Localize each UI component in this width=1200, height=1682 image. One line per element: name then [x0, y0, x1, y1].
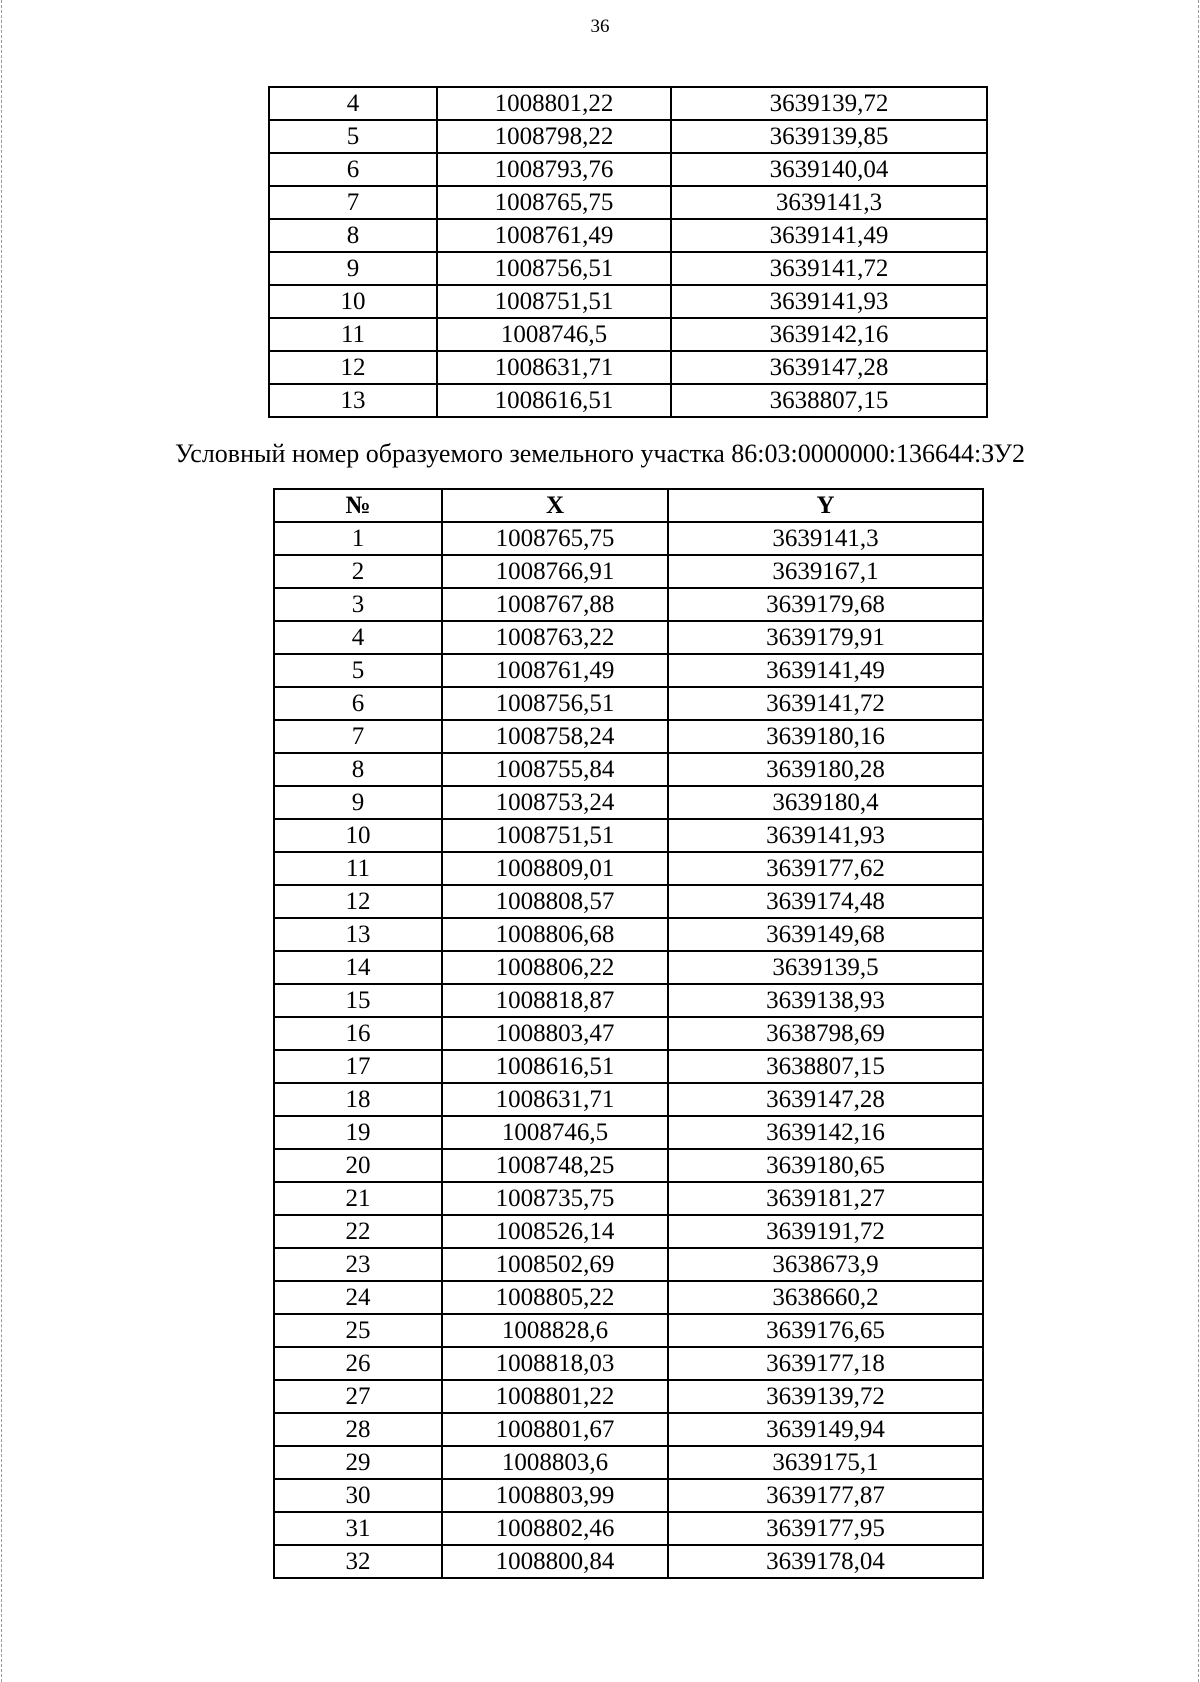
cell-x: 1008616,51 [437, 384, 671, 417]
cell-x: 1008746,5 [437, 318, 671, 351]
section-caption: Условный номер образуемого земельного участка 86:03:0000000:136644:ЗУ2 [175, 439, 1025, 468]
table-row [274, 1017, 983, 1050]
cell-y: 3639141,49 [668, 654, 983, 687]
cell-point-number: 32 [274, 1545, 442, 1578]
cell-y: 3639176,65 [668, 1314, 983, 1347]
cell-point-number: 23 [274, 1248, 442, 1281]
table-row [274, 588, 983, 621]
table-row [274, 1149, 983, 1182]
cell-x: 1008801,67 [442, 1413, 668, 1446]
cell-point-number: 14 [274, 951, 442, 984]
cell-point-number: 1 [274, 522, 442, 555]
cell-y: 3639139,85 [671, 120, 987, 153]
cell-x: 1008761,49 [442, 654, 668, 687]
cell-y: 3639142,16 [671, 318, 987, 351]
cell-y: 3639141,49 [671, 219, 987, 252]
header-number: № [274, 489, 442, 522]
cell-point-number: 8 [274, 753, 442, 786]
table-row [274, 1479, 983, 1512]
cell-y: 3639141,93 [668, 819, 983, 852]
scan-edge-left [1, 0, 5, 1682]
cell-point-number: 25 [274, 1314, 442, 1347]
cell-point-number: 29 [274, 1446, 442, 1479]
cell-point-number: 11 [269, 318, 437, 351]
table-row [269, 120, 987, 153]
table-row [274, 1380, 983, 1413]
cell-x: 1008801,22 [442, 1380, 668, 1413]
cell-y: 3639174,48 [668, 885, 983, 918]
cell-point-number: 3 [274, 588, 442, 621]
cell-y: 3638798,69 [668, 1017, 983, 1050]
cell-y: 3639141,72 [668, 687, 983, 720]
cell-point-number: 27 [274, 1380, 442, 1413]
cell-x: 1008756,51 [442, 687, 668, 720]
cell-y: 3639139,72 [671, 87, 987, 120]
cell-x: 1008806,68 [442, 918, 668, 951]
table-row [269, 186, 987, 219]
cell-y: 3639180,28 [668, 753, 983, 786]
cell-x: 1008808,57 [442, 885, 668, 918]
cell-y: 3638673,9 [668, 1248, 983, 1281]
cell-x: 1008798,22 [437, 120, 671, 153]
cell-y: 3639180,65 [668, 1149, 983, 1182]
cell-y: 3639180,16 [668, 720, 983, 753]
cell-point-number: 6 [274, 687, 442, 720]
cell-point-number: 11 [274, 852, 442, 885]
table-row [269, 219, 987, 252]
table-row [274, 654, 983, 687]
table-row [274, 1446, 983, 1479]
table-header-row [274, 489, 983, 522]
cell-x: 1008801,22 [437, 87, 671, 120]
cell-point-number: 4 [269, 87, 437, 120]
table-row [269, 252, 987, 285]
table-row [274, 1083, 983, 1116]
cell-x: 1008805,22 [442, 1281, 668, 1314]
table-row [269, 153, 987, 186]
header-x: X [442, 489, 668, 522]
table-row [269, 285, 987, 318]
cell-point-number: 15 [274, 984, 442, 1017]
cell-x: 1008631,71 [442, 1083, 668, 1116]
cell-x: 1008809,01 [442, 852, 668, 885]
cell-y: 3639179,91 [668, 621, 983, 654]
cell-y: 3639167,1 [668, 555, 983, 588]
cell-y: 3639178,04 [668, 1545, 983, 1578]
cell-point-number: 7 [269, 186, 437, 219]
cell-point-number: 13 [274, 918, 442, 951]
cell-point-number: 20 [274, 1149, 442, 1182]
table-row [274, 1347, 983, 1380]
cell-point-number: 26 [274, 1347, 442, 1380]
cell-point-number: 13 [269, 384, 437, 417]
cell-y: 3639141,93 [671, 285, 987, 318]
cell-point-number: 10 [274, 819, 442, 852]
cell-y: 3639179,68 [668, 588, 983, 621]
cell-point-number: 21 [274, 1182, 442, 1215]
cell-y: 3639141,3 [668, 522, 983, 555]
cell-point-number: 17 [274, 1050, 442, 1083]
cell-point-number: 12 [274, 885, 442, 918]
cell-x: 1008502,69 [442, 1248, 668, 1281]
table-row [274, 522, 983, 555]
cell-point-number: 19 [274, 1116, 442, 1149]
cell-x: 1008758,24 [442, 720, 668, 753]
cell-x: 1008765,75 [442, 522, 668, 555]
table-body [269, 87, 987, 417]
cell-y: 3639140,04 [671, 153, 987, 186]
cell-x: 1008793,76 [437, 153, 671, 186]
cell-x: 1008802,46 [442, 1512, 668, 1545]
cell-y: 3639147,28 [668, 1083, 983, 1116]
cell-x: 1008748,25 [442, 1149, 668, 1182]
table-row [274, 1314, 983, 1347]
table-row [274, 1182, 983, 1215]
cell-point-number: 16 [274, 1017, 442, 1050]
cell-y: 3639149,94 [668, 1413, 983, 1446]
scan-edge-right [1195, 0, 1199, 1682]
cell-y: 3639177,62 [668, 852, 983, 885]
cell-point-number: 8 [269, 219, 437, 252]
cell-point-number: 7 [274, 720, 442, 753]
coordinates-table-zu2 [273, 488, 984, 1579]
cell-point-number: 2 [274, 555, 442, 588]
table-row [269, 318, 987, 351]
cell-y: 3639180,4 [668, 786, 983, 819]
cell-y: 3639139,72 [668, 1380, 983, 1413]
page-number: 36 [590, 16, 610, 37]
cell-y: 3639138,93 [668, 984, 983, 1017]
cell-x: 1008765,75 [437, 186, 671, 219]
table-row [269, 87, 987, 120]
cell-y: 3639149,68 [668, 918, 983, 951]
cell-y: 3638660,2 [668, 1281, 983, 1314]
table-row [274, 1545, 983, 1578]
cell-point-number: 9 [274, 786, 442, 819]
cell-point-number: 10 [269, 285, 437, 318]
cell-point-number: 5 [274, 654, 442, 687]
cell-point-number: 18 [274, 1083, 442, 1116]
cell-x: 1008616,51 [442, 1050, 668, 1083]
cell-y: 3639147,28 [671, 351, 987, 384]
table-row [274, 918, 983, 951]
cell-x: 1008756,51 [437, 252, 671, 285]
header-y: Y [668, 489, 983, 522]
table-row [274, 1512, 983, 1545]
table-row [274, 621, 983, 654]
cell-point-number: 9 [269, 252, 437, 285]
table-row [274, 555, 983, 588]
cell-x: 1008818,87 [442, 984, 668, 1017]
cell-y: 3639177,18 [668, 1347, 983, 1380]
table-row [274, 852, 983, 885]
table-row [274, 720, 983, 753]
cell-x: 1008753,24 [442, 786, 668, 819]
coordinates-table-continued [268, 86, 988, 418]
cell-x: 1008735,75 [442, 1182, 668, 1215]
cell-x: 1008763,22 [442, 621, 668, 654]
cell-x: 1008818,03 [442, 1347, 668, 1380]
cell-x: 1008761,49 [437, 219, 671, 252]
table-row [274, 951, 983, 984]
cell-y: 3638807,15 [668, 1050, 983, 1083]
cell-x: 1008526,14 [442, 1215, 668, 1248]
table-row [274, 984, 983, 1017]
cell-y: 3639175,1 [668, 1446, 983, 1479]
cell-x: 1008755,84 [442, 753, 668, 786]
table-row [274, 1281, 983, 1314]
cell-x: 1008803,47 [442, 1017, 668, 1050]
cell-y: 3639141,72 [671, 252, 987, 285]
cell-x: 1008828,6 [442, 1314, 668, 1347]
cell-x: 1008800,84 [442, 1545, 668, 1578]
cell-point-number: 4 [274, 621, 442, 654]
cell-y: 3639177,95 [668, 1512, 983, 1545]
cell-point-number: 22 [274, 1215, 442, 1248]
cell-y: 3639139,5 [668, 951, 983, 984]
cell-point-number: 24 [274, 1281, 442, 1314]
table-row [274, 885, 983, 918]
table-body [274, 522, 983, 1578]
table-row [274, 687, 983, 720]
table-row [274, 786, 983, 819]
cell-x: 1008751,51 [442, 819, 668, 852]
cell-x: 1008766,91 [442, 555, 668, 588]
cell-point-number: 31 [274, 1512, 442, 1545]
cell-point-number: 5 [269, 120, 437, 153]
cell-y: 3639141,3 [671, 186, 987, 219]
table-row [274, 819, 983, 852]
cell-x: 1008767,88 [442, 588, 668, 621]
table-row [274, 753, 983, 786]
cell-y: 3639177,87 [668, 1479, 983, 1512]
table-row [274, 1248, 983, 1281]
cell-point-number: 6 [269, 153, 437, 186]
cell-x: 1008746,5 [442, 1116, 668, 1149]
cell-y: 3639191,72 [668, 1215, 983, 1248]
table-row [269, 384, 987, 417]
cell-point-number: 28 [274, 1413, 442, 1446]
cell-x: 1008803,6 [442, 1446, 668, 1479]
cell-y: 3638807,15 [671, 384, 987, 417]
cell-y: 3639142,16 [668, 1116, 983, 1149]
cell-x: 1008803,99 [442, 1479, 668, 1512]
table-row [274, 1215, 983, 1248]
table-row [274, 1116, 983, 1149]
cell-x: 1008631,71 [437, 351, 671, 384]
cell-point-number: 30 [274, 1479, 442, 1512]
cell-y: 3639181,27 [668, 1182, 983, 1215]
table-row [269, 351, 987, 384]
cell-point-number: 12 [269, 351, 437, 384]
table-row [274, 1413, 983, 1446]
cell-x: 1008806,22 [442, 951, 668, 984]
table-row [274, 1050, 983, 1083]
cell-x: 1008751,51 [437, 285, 671, 318]
